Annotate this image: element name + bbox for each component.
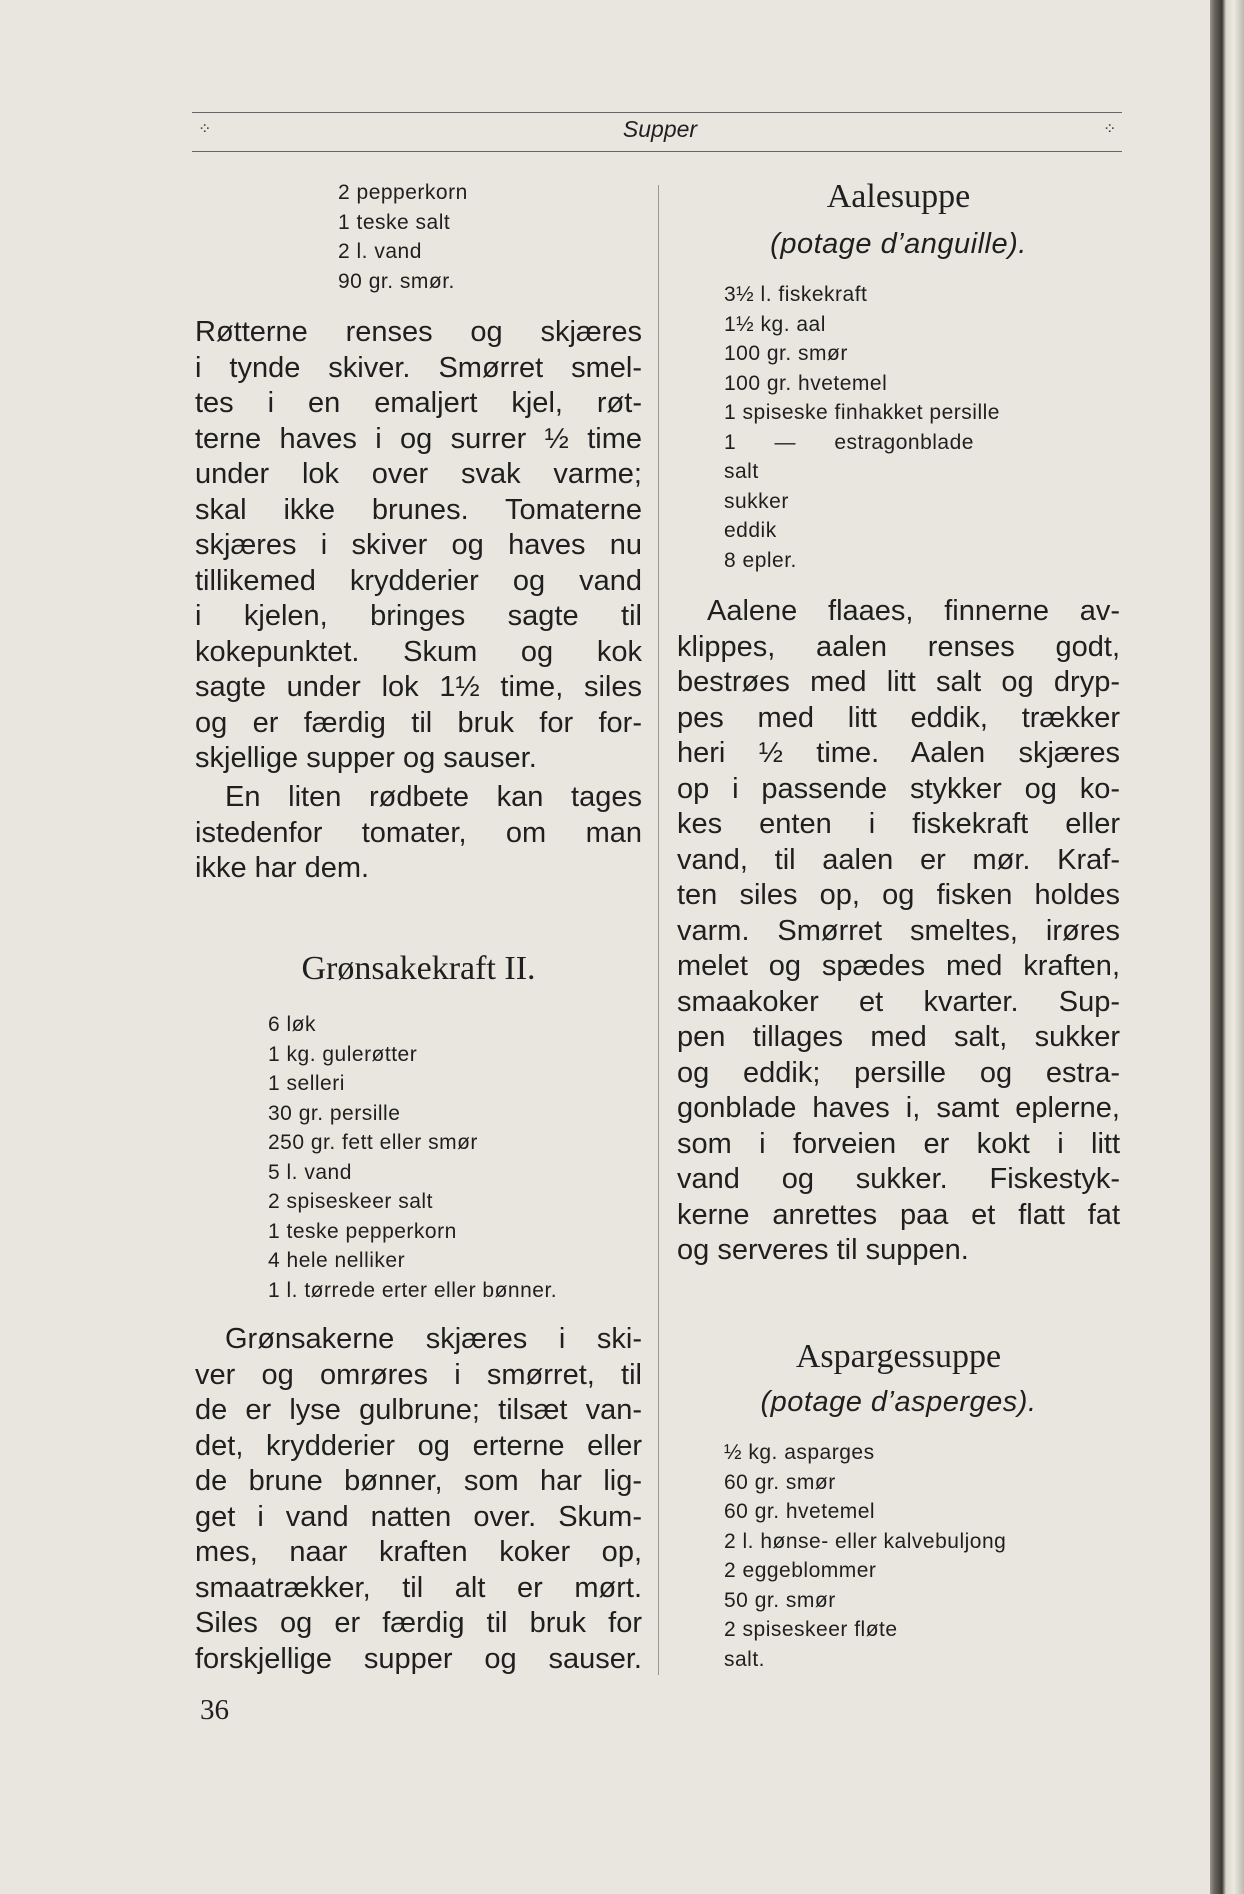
intro-note-text: [195, 780, 642, 887]
text-line: tes i en emaljert kjel, røt-: [195, 387, 642, 419]
recipe-title: Aspargessuppe: [795, 1338, 1002, 1375]
page-number: 36: [200, 1694, 229, 1726]
ingredient-line: 2 l. vand: [338, 240, 422, 263]
ingredient-line: 4 hele nelliker: [268, 1249, 406, 1272]
ingredient-line: 1 teske pepperkorn: [268, 1219, 457, 1243]
recipe-title: Aalesuppe: [826, 178, 971, 215]
text-line: tillikemed krydderier og vand: [195, 564, 642, 597]
ingredient-line: ½ kg. asparges: [724, 1441, 875, 1464]
ingredient-line: 1 kg. gulerøtter: [268, 1042, 418, 1066]
intro-ingredient-list: [338, 178, 468, 296]
text-line: vand og sukker. Fiskestyk-: [677, 1163, 1120, 1195]
text-line: som i forveien er kokt i litt: [677, 1127, 1120, 1160]
recipe-ingredient-list: [724, 280, 1000, 575]
ingredient-line: 1 teske salt: [338, 210, 451, 234]
recipe-ingredient-list: [268, 1010, 557, 1305]
text-line: pen tillages med salt, sukker: [677, 1021, 1120, 1053]
text-line: de er lyse gulbrune; tilsæt van-: [195, 1394, 642, 1426]
ingredient-line: 1 — estragonblade: [724, 430, 974, 454]
ingredient-line: 250 gr. fett eller smør: [268, 1131, 478, 1154]
intro-method-text: [195, 315, 642, 777]
text-line: melet og spædes med kraften,: [677, 950, 1120, 982]
text-line: ikke har dem.: [195, 852, 370, 884]
text-line: kerne anrettes paa et flatt fat: [677, 1198, 1120, 1231]
header-rule-bottom: [192, 151, 1122, 152]
recipe-ingredient-list: [724, 1438, 1006, 1674]
text-line: Aalene flaaes, finnerne av-: [707, 595, 1120, 627]
ingredient-line: 50 gr. smør: [724, 1588, 836, 1612]
text-line: og serveres til suppen.: [677, 1234, 969, 1266]
text-line: varm. Smørret smeltes, irøres: [677, 914, 1120, 947]
text-line: skjæres i skiver og haves nu: [195, 529, 642, 561]
ingredient-line: 90 gr. smør.: [338, 269, 455, 293]
text-line: kes enten i fiskekraft eller: [677, 808, 1120, 840]
text-line: klippes, aalen renses godt,: [677, 630, 1120, 663]
ingredient-line: 2 spiseskeer salt: [268, 1190, 433, 1213]
text-line: gonblade haves i, samt eplerne,: [677, 1092, 1120, 1124]
text-line: det, krydderier og erterne eller: [195, 1429, 642, 1462]
header-rule-top: [192, 112, 1122, 113]
text-line: ten siles op, og fisken holdes: [677, 879, 1120, 911]
ingredient-line: 1½ kg. aal: [724, 312, 826, 336]
recipe-subtitle: (potage d’asperges).: [760, 1386, 1037, 1418]
recipe-method-text: [677, 594, 1120, 1269]
ingredient-line: 6 løk: [268, 1013, 317, 1036]
text-line: Røtterne renses og skjæres: [195, 316, 642, 348]
text-line: skal ikke brunes. Tomaterne: [195, 493, 642, 526]
ingredient-line: 60 gr. smør: [724, 1470, 836, 1494]
text-line: i tynde skiver. Smørret smel-: [195, 351, 642, 384]
text-line: mes, naar kraften koker op,: [195, 1536, 642, 1568]
book-spine-edge: [1210, 0, 1244, 1894]
text-line: ver og omrøres i smørret, til: [195, 1358, 642, 1391]
ingredient-line: 2 spiseskeer fløte: [724, 1618, 898, 1641]
text-line: terne haves i og surrer ½ time: [195, 422, 642, 455]
ingredient-line: 2 eggeblommer: [724, 1559, 877, 1582]
ornament-left-icon: ⁘: [198, 121, 212, 138]
ingredient-line: salt.: [724, 1647, 766, 1671]
ingredient-line: sukker: [724, 489, 789, 513]
ingredient-line: 100 gr. hvetemel: [724, 371, 888, 395]
column-divider: [658, 185, 659, 1675]
ingredient-line: 8 epler.: [724, 548, 797, 572]
text-line: vand, til aalen er mør. Kraf-: [677, 843, 1120, 876]
text-line: Grønsakerne skjæres i ski-: [225, 1323, 642, 1355]
ingredient-line: 100 gr. smør: [724, 342, 848, 365]
text-line: En liten rødbete kan tages: [225, 781, 642, 813]
text-line: op i passende stykker og ko-: [677, 772, 1120, 805]
text-line: heri ½ time. Aalen skjæres: [677, 737, 1120, 769]
ingredient-line: salt: [724, 460, 759, 483]
recipe-method-text: [195, 1322, 642, 1677]
ingredient-line: 1 spiseske finhakket persille: [724, 401, 1000, 424]
text-line: og er færdig til bruk for for-: [195, 706, 642, 739]
ingredient-line: 2 l. hønse- eller kalvebuljong: [724, 1529, 1007, 1553]
text-line: de brune bønner, som har lig-: [195, 1465, 642, 1497]
text-line: i kjelen, bringes sagte til: [195, 600, 642, 632]
text-line: og eddik; persille og estra-: [677, 1056, 1120, 1089]
text-line: skjellige supper og sauser.: [195, 742, 537, 774]
ingredient-line: 1 l. tørrede erter eller bønner.: [268, 1278, 558, 1302]
text-line: bestrøes med litt salt og dryp-: [677, 666, 1120, 698]
text-line: smaatrækker, til alt er mørt.: [195, 1571, 642, 1604]
recipe-subtitle: (potage d’anguille).: [770, 228, 1027, 260]
ornament-right-icon: ⁘: [1103, 121, 1117, 138]
running-title: Supper: [622, 116, 698, 142]
text-line: pes med litt eddik, trækker: [677, 701, 1120, 734]
ingredient-line: 2 pepperkorn: [338, 181, 468, 204]
text-line: istedenfor tomater, om man: [195, 816, 642, 849]
ingredient-line: 5 l. vand: [268, 1160, 352, 1184]
ingredient-line: eddik: [724, 519, 777, 542]
text-line: sagte under lok 1½ time, siles: [195, 671, 642, 703]
text-line: get i vand natten over. Skum-: [195, 1500, 642, 1533]
recipe-title: Grønsakekraft II.: [301, 950, 536, 987]
text-line: kokepunktet. Skum og kok: [195, 635, 642, 668]
ingredient-line: 3½ l. fiskekraft: [724, 283, 868, 306]
ingredient-line: 1 selleri: [268, 1072, 345, 1095]
ingredient-line: 60 gr. hvetemel: [724, 1500, 876, 1523]
text-line: Siles og er færdig til bruk for: [195, 1607, 642, 1639]
text-line: under lok over svak varme;: [195, 458, 642, 490]
text-line: smaakoker et kvarter. Sup-: [677, 985, 1120, 1018]
text-line: forskjellige supper og sauser.: [195, 1642, 642, 1675]
ingredient-line: 30 gr. persille: [268, 1101, 401, 1125]
